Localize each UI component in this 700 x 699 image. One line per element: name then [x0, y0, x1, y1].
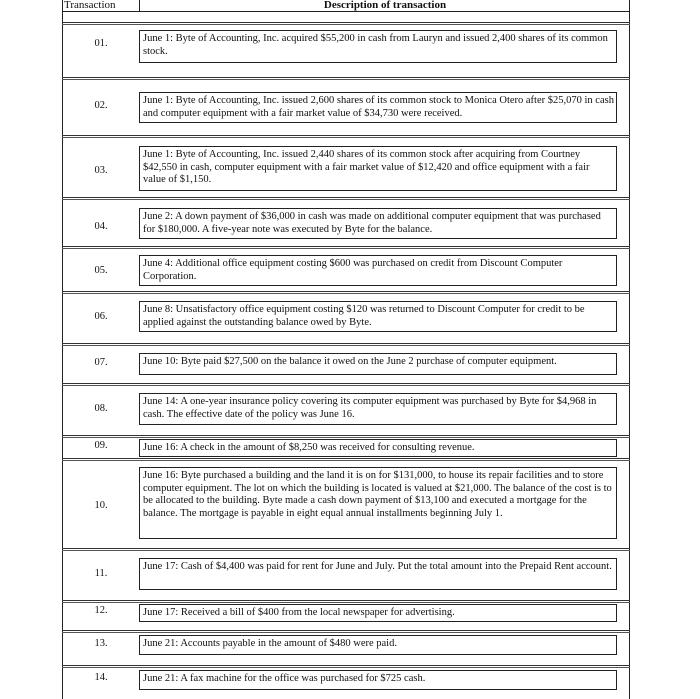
transaction-number: 06.	[94, 311, 108, 322]
row-divider	[62, 383, 630, 386]
table-header	[62, 0, 630, 12]
row-divider	[62, 343, 630, 346]
table-row	[62, 77, 630, 129]
transaction-number: 02.	[94, 100, 108, 111]
table-row	[62, 135, 630, 195]
transaction-number: 10.	[94, 500, 108, 511]
row-divider	[62, 77, 630, 80]
row-divider	[62, 600, 630, 603]
transaction-number: 14.	[94, 672, 108, 683]
transaction-number: 05.	[94, 265, 108, 276]
table-row	[62, 246, 630, 291]
row-divider	[62, 665, 630, 668]
transaction-number: 11.	[94, 568, 108, 579]
transaction-description: June 21: Accounts payable in the amount of $480 were paid.	[139, 635, 617, 655]
transaction-number: 08.	[94, 403, 108, 414]
row-divider	[62, 291, 630, 294]
table-row	[62, 291, 630, 339]
table-row	[62, 343, 630, 383]
transaction-description: June 8: Unsatisfactory office equipment costing $120 was returned to Discount Computer for credit to be applied against the outstanding balance owed by Byte.	[139, 301, 617, 332]
table-row	[62, 383, 630, 433]
table-row	[62, 630, 630, 662]
table-row	[62, 665, 630, 697]
row-divider	[62, 135, 630, 138]
transaction-number: 04.	[94, 221, 108, 232]
transaction-description: June 17: Received a bill of $400 from the local newspaper for advertising.	[139, 604, 617, 622]
transaction-description: June 16: Byte purchased a building and the land it is on for $131,000, to house its repair facilities and to store computer equipment. The lot on which the building is located is valued at $21,000. The balance of the cost is to be allocated to the building. Byte made a cash down payment of $13,100 and executed a mortgage for the balance. The mortgage is payable in eight equal annual installments beginning July 1.	[139, 467, 617, 539]
transaction-description: June 14: A one-year insurance policy covering its computer equipment was purchased by Byte for $4,968 in cash. The effective date of the policy was June 16.	[139, 393, 617, 425]
description-column-header: Description of transaction	[323, 0, 447, 11]
transaction-number: 13.	[94, 638, 108, 649]
transaction-description: June 1: Byte of Accounting, Inc. issued 2,440 shares of its common stock after acquiring from Courtney $42,550 in cash, computer equipment with a fair market value of $12,420 and office equipment with a fair value of $1,150.	[139, 146, 617, 191]
row-divider	[62, 246, 630, 249]
table-row	[62, 600, 630, 624]
row-divider	[62, 458, 630, 461]
transaction-description: June 1: Byte of Accounting, Inc. issued 2,600 shares of its common stock to Monica Otero after $25,070 in cash and computer equipment with a fair market value of $34,730 were received.	[139, 92, 617, 123]
transaction-description: June 17: Cash of $4,400 was paid for rent for June and July. Put the total amount into the Prepaid Rent account.	[139, 558, 617, 590]
transaction-description: June 1: Byte of Accounting, Inc. acquired $55,200 in cash from Lauryn and issued 2,400 shares of its common stock.	[139, 30, 617, 63]
transaction-description: June 10: Byte paid $27,500 on the balance it owed on the June 2 purchase of computer equipment.	[139, 353, 617, 375]
row-divider	[62, 435, 630, 438]
row-divider	[62, 197, 630, 200]
transaction-description: June 21: A fax machine for the office was purchased for $725 cash.	[139, 670, 617, 690]
table-row	[62, 458, 630, 545]
row-divider	[62, 22, 630, 25]
transaction-number: 07.	[94, 357, 108, 368]
transaction-column-header: Transaction	[64, 0, 116, 11]
transaction-description: June 16: A check in the amount of $8,250 was received for consulting revenue.	[139, 439, 617, 457]
transaction-number: 12.	[94, 605, 108, 616]
row-divider	[62, 630, 630, 633]
transaction-description: June 4: Additional office equipment costing $600 was purchased on credit from Discount Computer Corporation.	[139, 255, 617, 286]
transaction-number: 01.	[94, 38, 108, 49]
transaction-description: June 2: A down payment of $36,000 in cash was made on additional computer equipment that was purchased for $180,000. A five-year note was executed by Byte for the balance.	[139, 208, 617, 239]
transaction-number: 03.	[94, 165, 108, 176]
table-row	[62, 548, 630, 596]
row-divider	[62, 548, 630, 551]
table-row	[62, 22, 630, 68]
table-row	[62, 197, 630, 243]
transaction-number: 09.	[94, 440, 108, 451]
